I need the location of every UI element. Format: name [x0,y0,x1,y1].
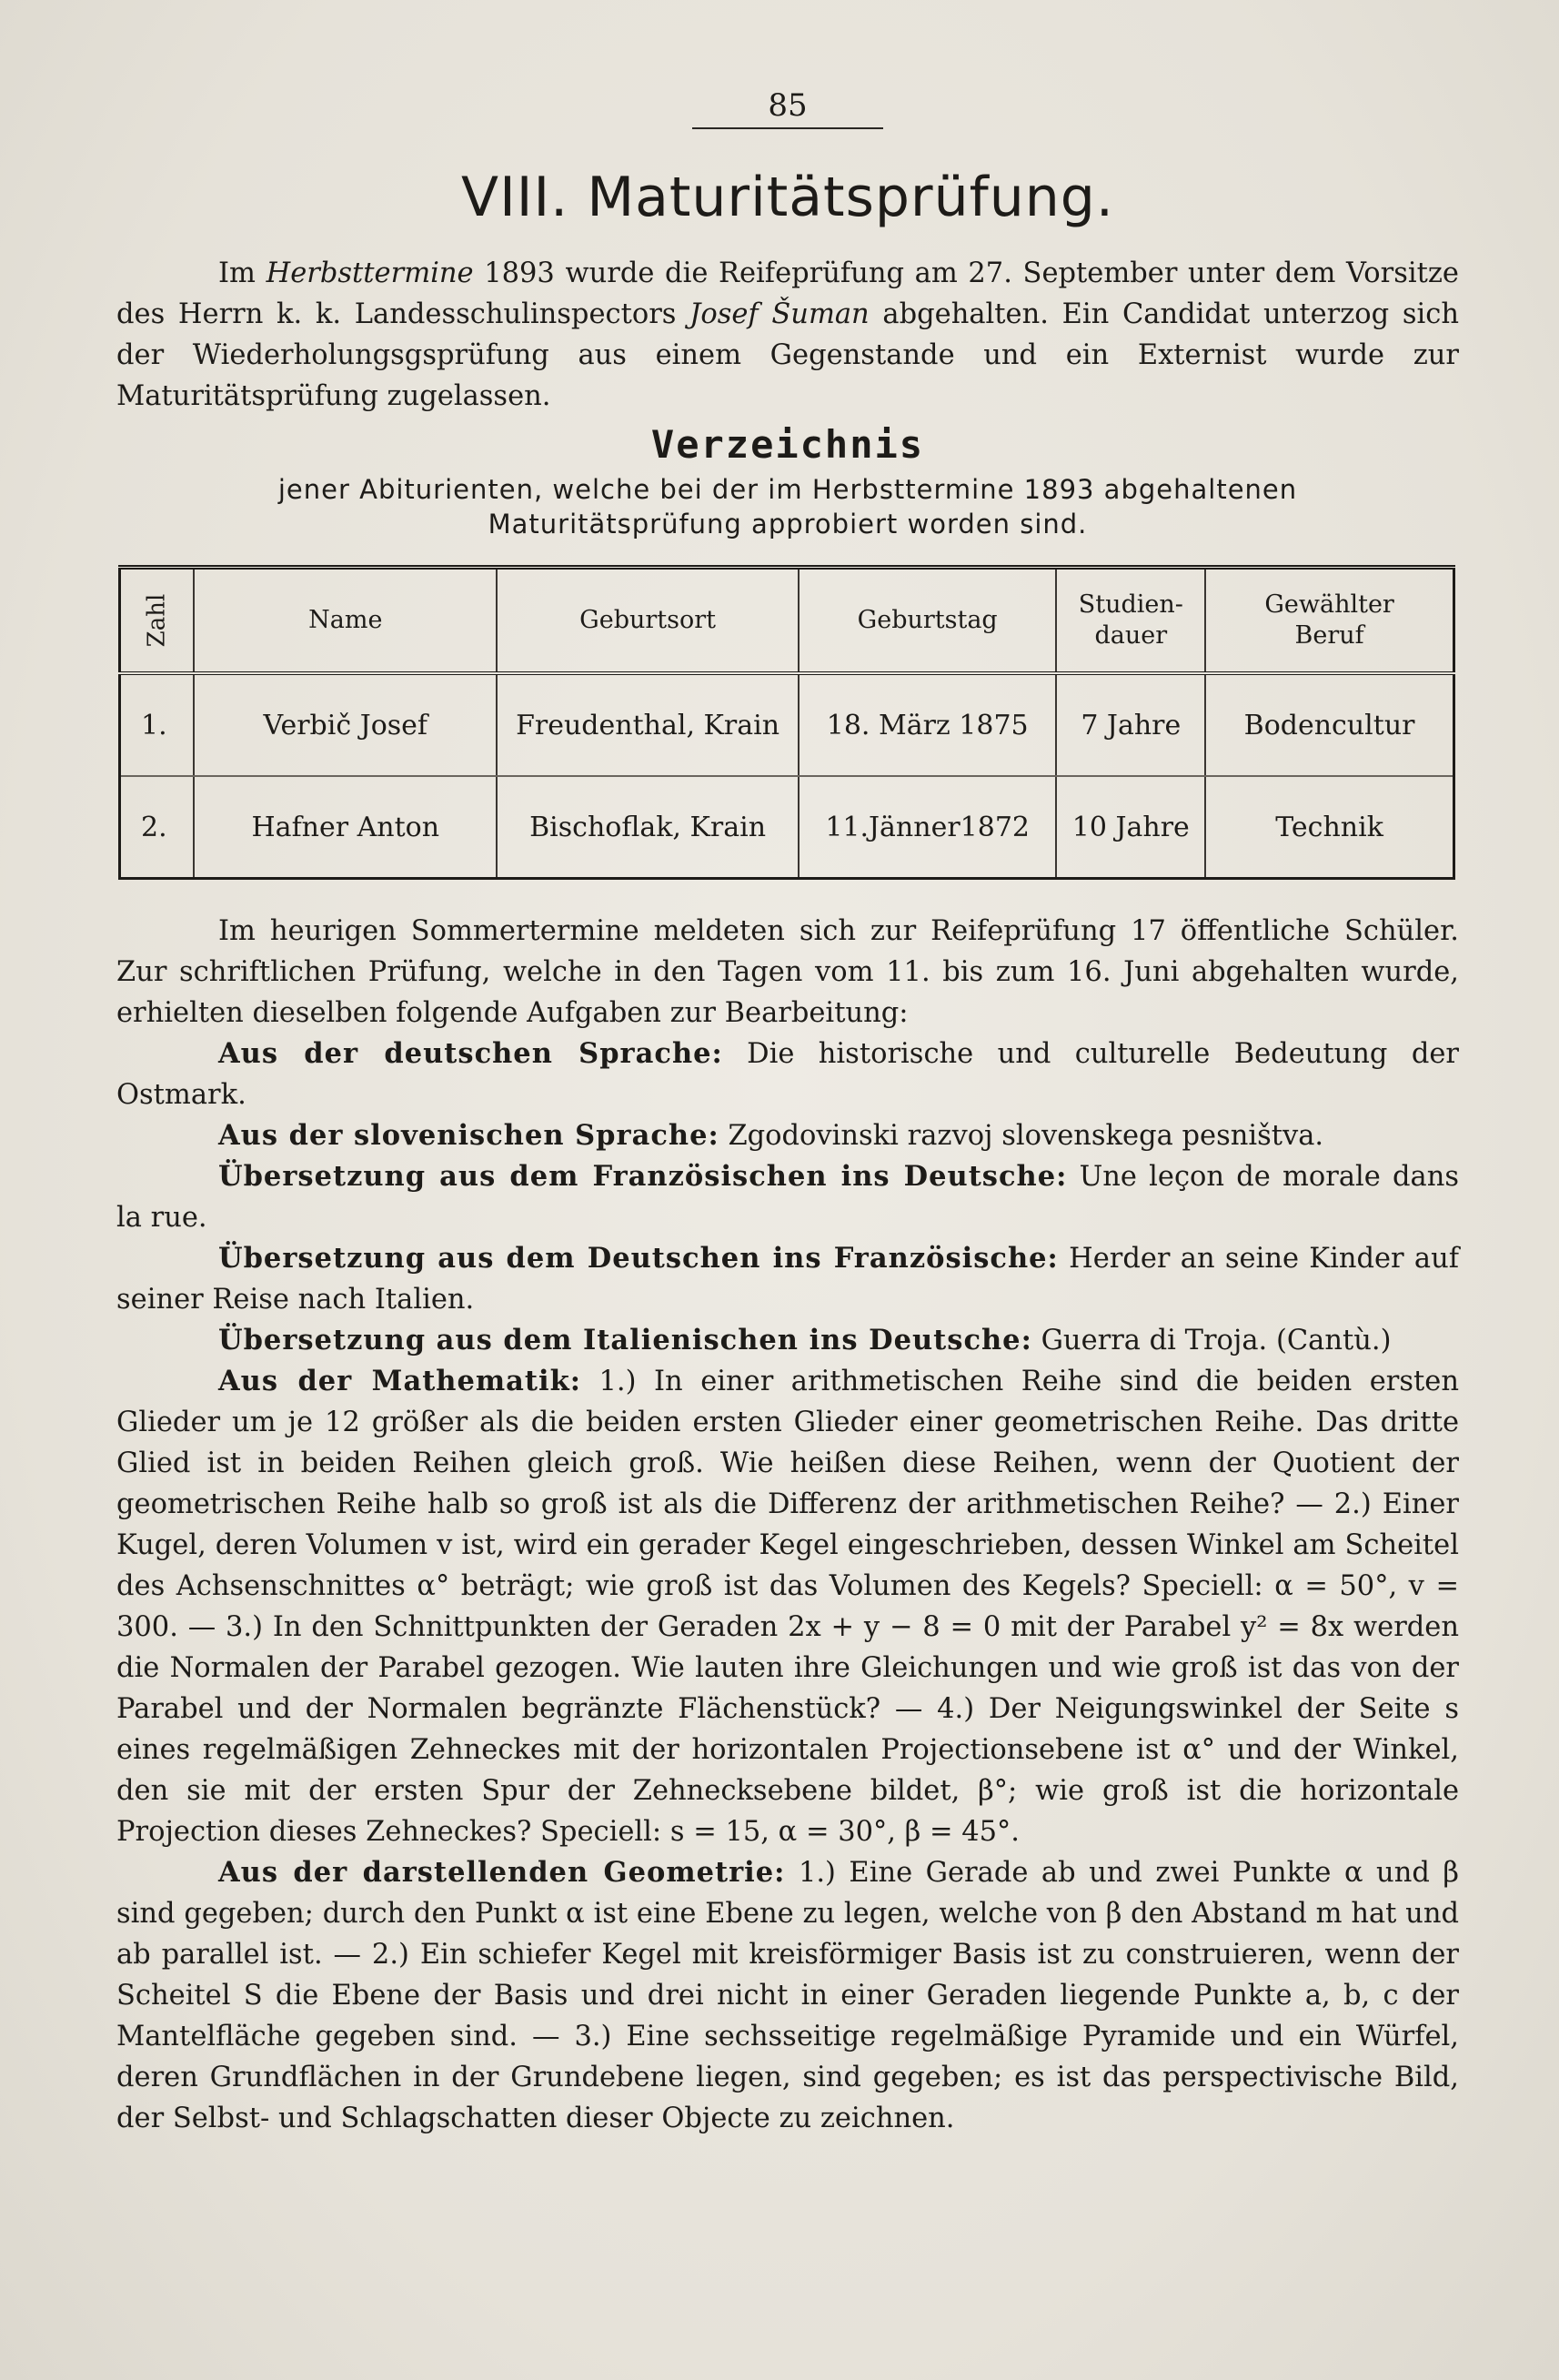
header-geburtstag: Geburtstag [799,568,1057,674]
intro-text-1: Im [218,257,256,289]
cell-beruf: Bodencultur [1205,673,1453,776]
cell-geburtstag: 18. März 1875 [799,673,1057,776]
task-slovenisch-label: Aus der slovenischen Sprache: [218,1119,719,1152]
table-row [120,776,1454,879]
cell-studiendauer: 10 Jahre [1056,776,1205,879]
cell-name: Verbič Josef [194,673,497,776]
graduates-table [118,565,1455,880]
list-heading: Verzeichnis [650,422,925,467]
cell-zahl: 1. [120,673,195,776]
task-slovenisch [116,1115,1459,1156]
intro-term: Herbsttermine [266,257,474,289]
task-math-label: Aus der Mathematik: [218,1365,581,1397]
task-de-fr-text: Herder an seine Kinder auf seiner Reise nach Italien. [116,1243,1460,1316]
task-geom-label: Aus der darstellenden Geometrie: [218,1856,786,1889]
task-it-de-text: Guerra di Troja. (Cantù.) [1041,1325,1392,1356]
intro-inspector: Josef Šuman [689,298,870,330]
task-slovenisch-text: Zgodovinski razvoj slovenskega pesništva. [728,1120,1324,1152]
header-zahl: Zahl [120,568,195,674]
task-it-de-label: Übersetzung aus dem Italienischen ins Deutsche: [218,1324,1032,1356]
task-fr-de-text: Une leçon de morale dans la rue. [116,1161,1460,1234]
task-de-fr-label: Übersetzung aus dem Deutschen ins Französische: [218,1242,1059,1275]
cell-studiendauer: 7 Jahre [1056,673,1205,776]
list-subheading-line-2: Maturitätsprüfung approbiert worden sind. [488,509,1088,540]
cell-beruf: Technik [1205,776,1453,879]
chapter-title: VIII. Maturitätsprüfung. [461,166,1114,229]
summer-paragraph: Im heurigen Sommertermine meldeten sich zur Reifeprüfung 17 öffentliche Schüler. Zur schriftlichen Prüfung, welche in den Tagen vom 11. bis zum 16. Juni abgehalten wurde, erhielten dieselben folgende Aufgaben zur Bearbeitung: [116,915,1459,1029]
task-franzoesisch-deutsch [116,1156,1459,1238]
task-deutsch-label: Aus der deutschen Sprache: [218,1037,723,1070]
page-number: 85 [768,87,808,124]
header-beruf: Gewählter Beruf [1205,568,1453,674]
intro-text-2: 1893 wurde die Reifeprüfung am 27. September unter dem Vorsitze des Herrn k. k. Landesschulinspectors [116,257,1459,330]
list-subheading [116,472,1459,541]
table-row [120,673,1454,776]
task-mathematik [116,1361,1459,1852]
table-header-row [120,568,1454,674]
cell-zahl: 2. [120,776,195,879]
cell-geburtsort: Freudenthal, Krain [497,673,799,776]
task-geometrie [116,1852,1459,2139]
intro-paragraph [116,253,1459,417]
task-deutsch-franzoesisch [116,1238,1459,1320]
task-italienisch-deutsch [116,1320,1459,1361]
list-subheading-line-1: jener Abiturienten, welche bei der im Herbsttermine 1893 abgehaltenen [277,474,1298,505]
page-number-rule [692,127,883,129]
cell-geburtstag: 11.Jänner1872 [799,776,1057,879]
task-deutsch [116,1034,1459,1115]
task-deutsch-text: Die historische und culturelle Bedeutung der Ostmark. [116,1038,1459,1111]
task-math-text: 1.) In einer arithmetischen Reihe sind die beiden ersten Glieder um je 12 größer als die beiden ersten Glieder einer geometrischen Reihe. Das dritte Glied ist in beiden Reihen gleich groß. Wie heißen diese Reihen, wenn der Quotient der geometrischen Reihe halb so groß ist als die Differenz der arithmetischen Reihe? — 2.) Einer Kugel, deren Volumen v ist, wird ein gerader Kegel eingeschrieben, dessen Winkel am Scheitel des Achsenschnittes α° beträgt; wie groß ist das Volumen des Kegels? Speciell: α = 50°, v = 300. — 3.) In den Schnittpunkten der Geraden 2x + y − 8 = 0 mit der Parabel y² = 8x werden die Normalen der Parabel gezogen. Wie lauten ihre Gleichungen und wie groß ist das von der Parabel und der Normalen begränzte Flächenstück? — 4.) Der Neigungswinkel der Seite s eines regelmäßigen Zehneckes mit der horizontalen Projectionsebene ist α° und der Winkel, den sie mit der ersten Spur der Zehnecksebene bildet, β°; wie groß ist die horizontale Projection dieses Zehneckes? Speciell: s = 15, α = 30°, β = 45°. [116,1366,1459,1848]
task-fr-de-label: Übersetzung aus dem Französischen ins Deutsche: [218,1160,1068,1193]
header-geburtsort: Geburtsort [497,568,799,674]
cell-geburtsort: Bischoflak, Krain [497,776,799,879]
cell-name: Hafner Anton [194,776,497,879]
header-name: Name [194,568,497,674]
task-geom-text: 1.) Eine Gerade ab und zwei Punkte α und β sind gegeben; durch den Punkt α ist eine Ebene zu legen, welche von β den Abstand m hat und ab parallel ist. — 2.) Ein schiefer Kegel mit kreisförmiger Basis ist zu construieren, wenn der Scheitel S die Ebene der Basis und drei nicht in einer Geraden liegende Punkte a, b, c der Mantelfläche gegeben sind. — 3.) Eine sechsseitige regelmäßige Pyramide und ein Würfel, deren Grundflächen in der Grundebene liegen, sind gegeben; es ist das perspectivische Bild, der Selbst- und Schlagschatten dieser Objecte zu zeichnen. [116,1857,1459,2134]
intro-text-3: abgehalten. Ein Candidat unterzog sich der Wiederholungsgsprüfung aus einem Gegenstande und ein Externist wurde zur Maturitätsprüfung zugelassen. [116,298,1460,412]
header-studiendauer: Studien- dauer [1056,568,1205,674]
